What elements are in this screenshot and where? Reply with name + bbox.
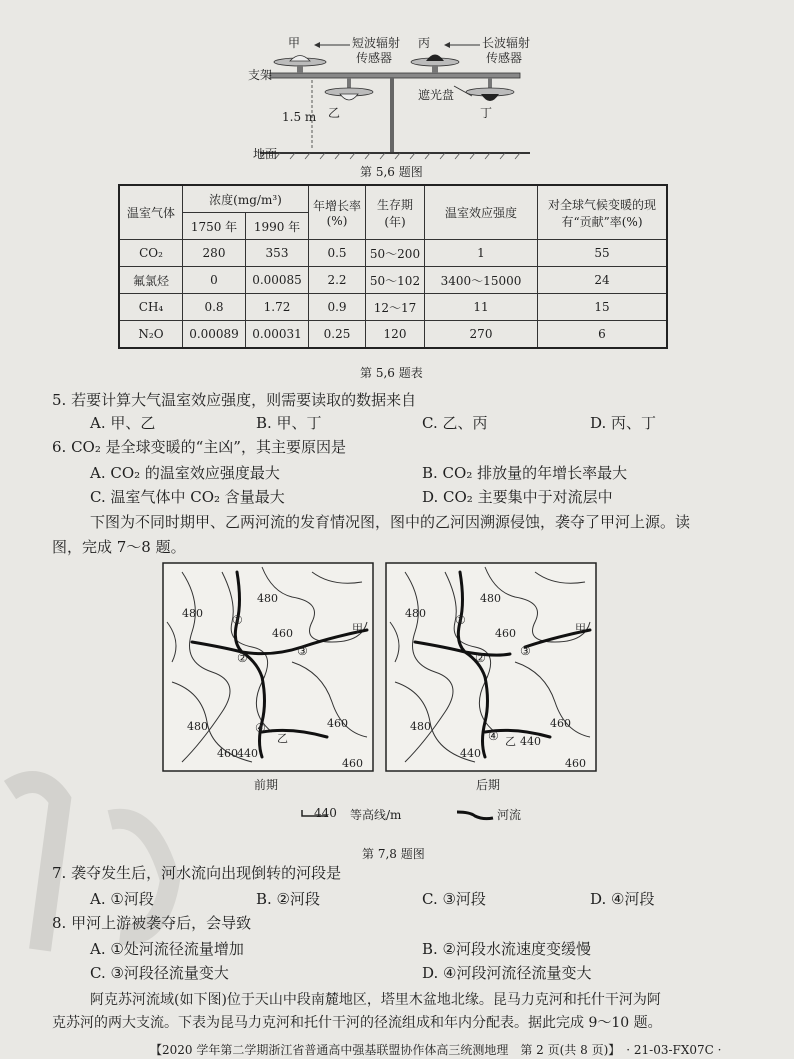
map1-jia: 甲 [352,622,363,635]
cell: 6 [538,321,668,349]
table56-caption: 第 5,6 题表 [360,366,423,380]
cell: 0 [183,267,246,294]
label-shade-disk: 遮光盘 [418,88,455,102]
cell: 12～17 [366,294,425,321]
map2-c480b: 480 [405,607,426,620]
label-sensor-2: 传感器 [486,51,523,65]
th-contrib: 对全球气候变暖的现有“贡献”率(%) [538,185,668,240]
map-before-label: 前期 [254,778,279,792]
th-1990: 1990 年 [246,213,309,240]
label-bing: 丙 [418,36,431,50]
cell: 0.5 [309,240,366,267]
th-conc: 浓度(mg/m³) [183,185,309,213]
map1-c480c: 480 [187,720,208,733]
th-effect: 温室效应强度 [425,185,538,240]
map2-jia: 甲 [575,622,586,635]
map2-n4: ④ [488,729,499,743]
th-gas: 温室气体 [119,185,183,240]
table-row [119,240,667,267]
map1-c440: 440 [237,747,258,760]
label-jia: 甲 [288,36,301,50]
map2-n2: ② [475,651,486,665]
label-height: 1.5 m [282,110,317,124]
q7-stem: 7. 袭夺发生后，河水流向出现倒转的河段是 [52,864,342,882]
intro910-line2: 克苏河的两大支流。下表为昆马力克河和托什干河的径流组成和年内分配表。据此完成 9～10 题。 [52,1015,662,1031]
cell: 280 [183,240,246,267]
cell: 50～200 [366,240,425,267]
th-growth: 年增长率(%) [309,185,366,240]
intro910-line1: 阿克苏河流域(如下图)位于天山中段南麓地区，塔里木盆地北缘。昆马力克河和托什干河为阿 [90,992,661,1008]
map2-c460b: 460 [550,717,571,730]
map2-c460c: 460 [565,757,586,770]
map1-n2: ② [237,651,248,665]
q8-option-d[interactable]: D. ④河段河流径流量变大 [422,964,592,982]
q6-option-d[interactable]: D. CO₂ 主要集中于对流层中 [422,488,613,506]
map-after-label: 后期 [476,778,501,792]
cell: CO₂ [119,240,183,267]
legend-river-label: 河流 [497,808,522,822]
table-row [119,321,667,349]
cell: 50～102 [366,267,425,294]
q8-option-b[interactable]: B. ②河段水流速度变缓慢 [422,940,592,958]
q6-option-c[interactable]: C. 温室气体中 CO₂ 含量最大 [90,488,285,506]
map2-c440b: 440 [520,735,541,748]
table-row [119,267,667,294]
q7-option-b[interactable]: B. ②河段 [256,890,321,908]
q7-option-d[interactable]: D. ④河段 [590,890,655,908]
cell: 0.9 [309,294,366,321]
legend-river-icon [455,808,495,822]
fig78-caption: 第 7,8 题图 [362,847,425,861]
label-ding: 丁 [480,106,493,120]
map1-n1: ① [232,613,243,627]
th-life: 生存期(年) [366,185,425,240]
cell: 3400～15000 [425,267,538,294]
map2-c480a: 480 [480,592,501,605]
cell: CH₄ [119,294,183,321]
intro78-line1: 下图为不同时期甲、乙两河流的发育情况图，图中的乙河因溯源侵蚀，袭夺了甲河上源。读 [90,513,691,531]
label-stand: 支架 [248,68,273,82]
legend-contour-label: 等高线/m [350,808,402,822]
map1-n3: ③ [297,644,308,658]
map1-c460c: 460 [217,747,238,760]
map1-c480b: 480 [182,607,203,620]
river-map-after [385,562,597,772]
map1-n4: ④ [255,721,266,735]
map2-c460a: 460 [495,627,516,640]
map1-c460b: 460 [327,717,348,730]
legend-contour-value: 440 [314,806,337,820]
table-row [119,294,667,321]
cell: 氟氯烃 [119,267,183,294]
cell: 0.00089 [183,321,246,349]
cell: 55 [538,240,668,267]
cell: 2.2 [309,267,366,294]
q7-option-a[interactable]: A. ①河段 [90,890,154,908]
label-ground: 地面 [253,147,278,161]
q6-option-a[interactable]: A. CO₂ 的温室效应强度最大 [90,464,280,482]
label-sensor-1: 传感器 [356,51,393,65]
map2-c440a: 440 [460,747,481,760]
th-1750: 1750 年 [183,213,246,240]
map2-n1: ① [455,613,466,627]
cell: 0.25 [309,321,366,349]
cell: 0.00031 [246,321,309,349]
cell: 120 [366,321,425,349]
cell: 270 [425,321,538,349]
cell: 353 [246,240,309,267]
map2-c480c: 480 [410,720,431,733]
greenhouse-gas-table [118,184,668,349]
label-short-wave: 短波辐射 [352,36,401,50]
q6-stem: 6. CO₂ 是全球变暖的“主凶”，其主要原因是 [52,438,346,456]
label-yi: 乙 [328,106,341,120]
cell: 15 [538,294,668,321]
cell: 1.72 [246,294,309,321]
q5-option-b[interactable]: B. 甲、丁 [256,414,322,432]
q5-option-c[interactable]: C. 乙、丙 [422,414,488,432]
map1-c480a: 480 [257,592,278,605]
cell: 1 [425,240,538,267]
q8-option-a[interactable]: A. ①处河流径流量增加 [90,940,244,958]
q5-stem: 5. 若要计算大气温室效应强度，则需要读取的数据来自 [52,391,417,409]
map2-yi: 乙 [505,735,516,748]
map2-n3: ③ [520,644,531,658]
fig56-caption: 第 5,6 题图 [360,165,423,179]
cell: 24 [538,267,668,294]
cell: 0.00085 [246,267,309,294]
cell: N₂O [119,321,183,349]
q6-option-b[interactable]: B. CO₂ 排放量的年增长率最大 [422,464,628,482]
q8-stem: 8. 甲河上游被袭夺后，会导致 [52,914,252,932]
q5-option-d[interactable]: D. 丙、丁 [590,414,657,432]
intro78-line2: 图，完成 7～8 题。 [52,538,186,556]
river-map-before [162,562,374,772]
cell: 0.8 [183,294,246,321]
q7-option-c[interactable]: C. ③河段 [422,890,486,908]
map1-c460a: 460 [272,627,293,640]
map1-c460d: 460 [342,757,363,770]
map1-yi: 乙 [277,732,288,745]
page-footer: 【2020 学年第二学期浙江省普通高中强基联盟协作体高三统测地理 第 2 页(共 8 页)】 · 21-03-FX07C · [150,1043,722,1057]
cell: 11 [425,294,538,321]
q5-option-a[interactable]: A. 甲、乙 [90,414,156,432]
q8-option-c[interactable]: C. ③河段径流量变大 [90,964,229,982]
label-long-wave: 长波辐射 [482,36,531,50]
